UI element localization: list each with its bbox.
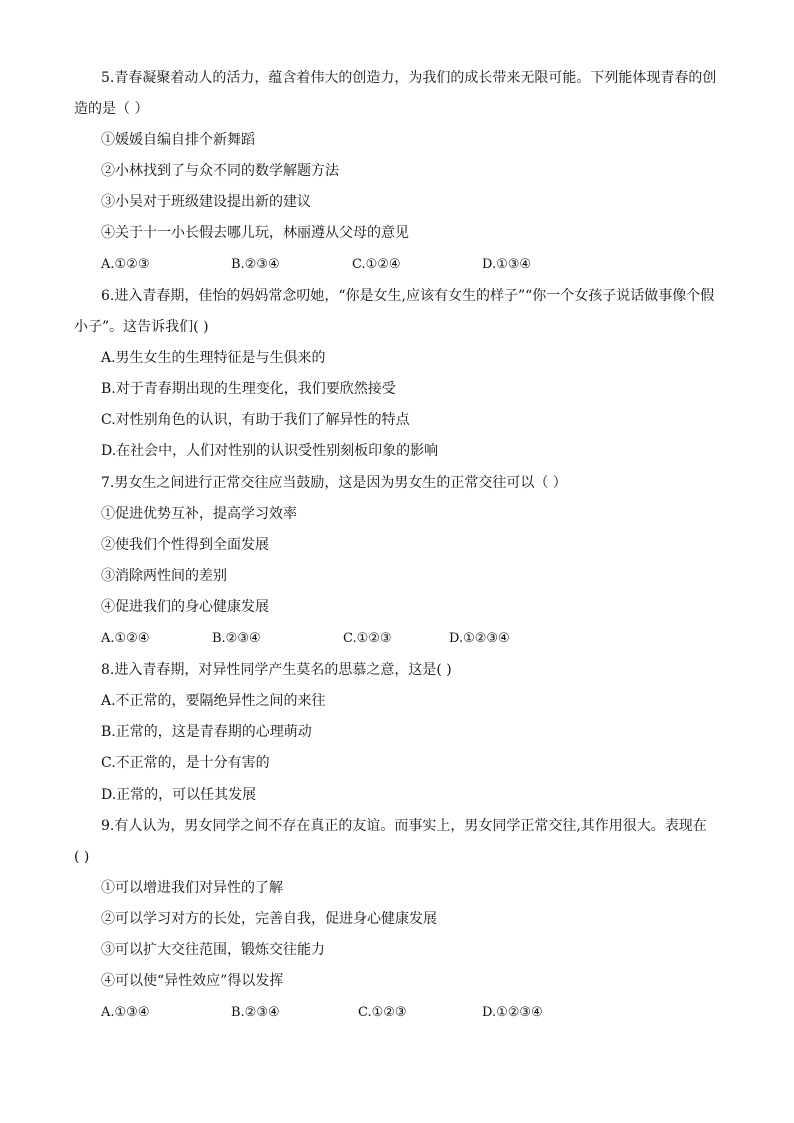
question-8-option-a: A.不正常的，要隔绝异性之间的来往 [101, 693, 326, 709]
option-b: B.②③④ [231, 257, 280, 272]
question-9-stem: 9.有人认为，男女同学之间不存在真正的友谊。而事实上，男女同学正常交往,其作用很大。表现在 [101, 818, 707, 834]
question-7-item-4: ④促进我们的身心健康发展 [101, 599, 269, 615]
question-7-item-3: ③消除两性间的差别 [101, 568, 227, 584]
question-5-item-1: ①媛媛自编自排个新舞蹈 [101, 132, 255, 148]
question-6-option-a: A.男生女生的生理特征是与生俱来的 [101, 350, 326, 366]
question-6-option-b: B.对于青春期出现的生理变化，我们要欣然接受 [101, 381, 396, 397]
question-9-item-4: ④可以使“异性效应”得以发挥 [101, 973, 284, 989]
option-a: A.①②③ [101, 257, 150, 272]
question-5-item-2: ②小林找到了与众不同的数学解题方法 [101, 163, 339, 179]
question-5-item-3: ③小吴对于班级建设提出新的建议 [101, 194, 311, 210]
question-7-options [101, 629, 701, 649]
option-d: D.①③④ [482, 257, 532, 272]
option-d: D.①②③④ [482, 1005, 543, 1020]
question-6-option-c: C.对性别角色的认识，有助于我们了解异性的特点 [101, 412, 410, 428]
question-7-stem: 7.男女生之间进行正常交往应当鼓励，这是因为男女生的正常交往可以（ ） [101, 475, 567, 491]
option-c: C.①②③ [343, 631, 392, 646]
question-9-stem-continued: ( ) [74, 849, 90, 865]
question-9-item-1: ①可以增进我们对异性的了解 [101, 880, 283, 896]
option-c: C.①②④ [352, 257, 401, 272]
question-8-option-c: C.不正常的，是十分有害的 [101, 755, 270, 771]
question-9-options [101, 1003, 701, 1023]
question-9-item-3: ③可以扩大交往范围，锻炼交往能力 [101, 942, 325, 958]
question-5-item-4: ④关于十一小长假去哪儿玩，林丽遵从父母的意见 [101, 225, 409, 241]
question-8-option-d: D.正常的，可以任其发展 [101, 787, 257, 803]
question-5-stem: 5.青春凝聚着动人的活力，蕴含着伟大的创造力，为我们的成长带来无限可能。下列能体现青春的创 [101, 70, 717, 86]
question-6-stem-continued: 小子”。这告诉我们( ) [74, 319, 209, 335]
question-9-item-2: ②可以学习对方的长处，完善自我，促进身心健康发展 [101, 911, 437, 927]
option-a: A.①②④ [101, 631, 150, 646]
option-d: D.①②③④ [449, 631, 510, 646]
option-c: C.①②③ [358, 1005, 407, 1020]
question-5-options [101, 255, 701, 275]
option-b: B.②③④ [212, 631, 261, 646]
question-6-option-d: D.在社会中，人们对性别的认识受性别刻板印象的影响 [101, 443, 439, 459]
question-8-option-b: B.正常的，这是青春期的心理萌动 [101, 724, 312, 740]
question-8-stem: 8.进入青春期，对异性同学产生莫名的思慕之意，这是( ) [101, 662, 452, 678]
option-b: B.②③④ [231, 1005, 280, 1020]
question-6-stem: 6.进入青春期，佳怡的妈妈常念叨她，“你是女生,应该有女生的样子”“你一个女孩子说话做事像个假 [101, 288, 715, 304]
question-7-item-1: ①促进优势互补，提高学习效率 [101, 506, 297, 522]
question-7-item-2: ②使我们个性得到全面发展 [101, 537, 269, 553]
question-5-stem-continued: 造的是（ ） [74, 101, 149, 117]
option-a: A.①③④ [101, 1005, 150, 1020]
